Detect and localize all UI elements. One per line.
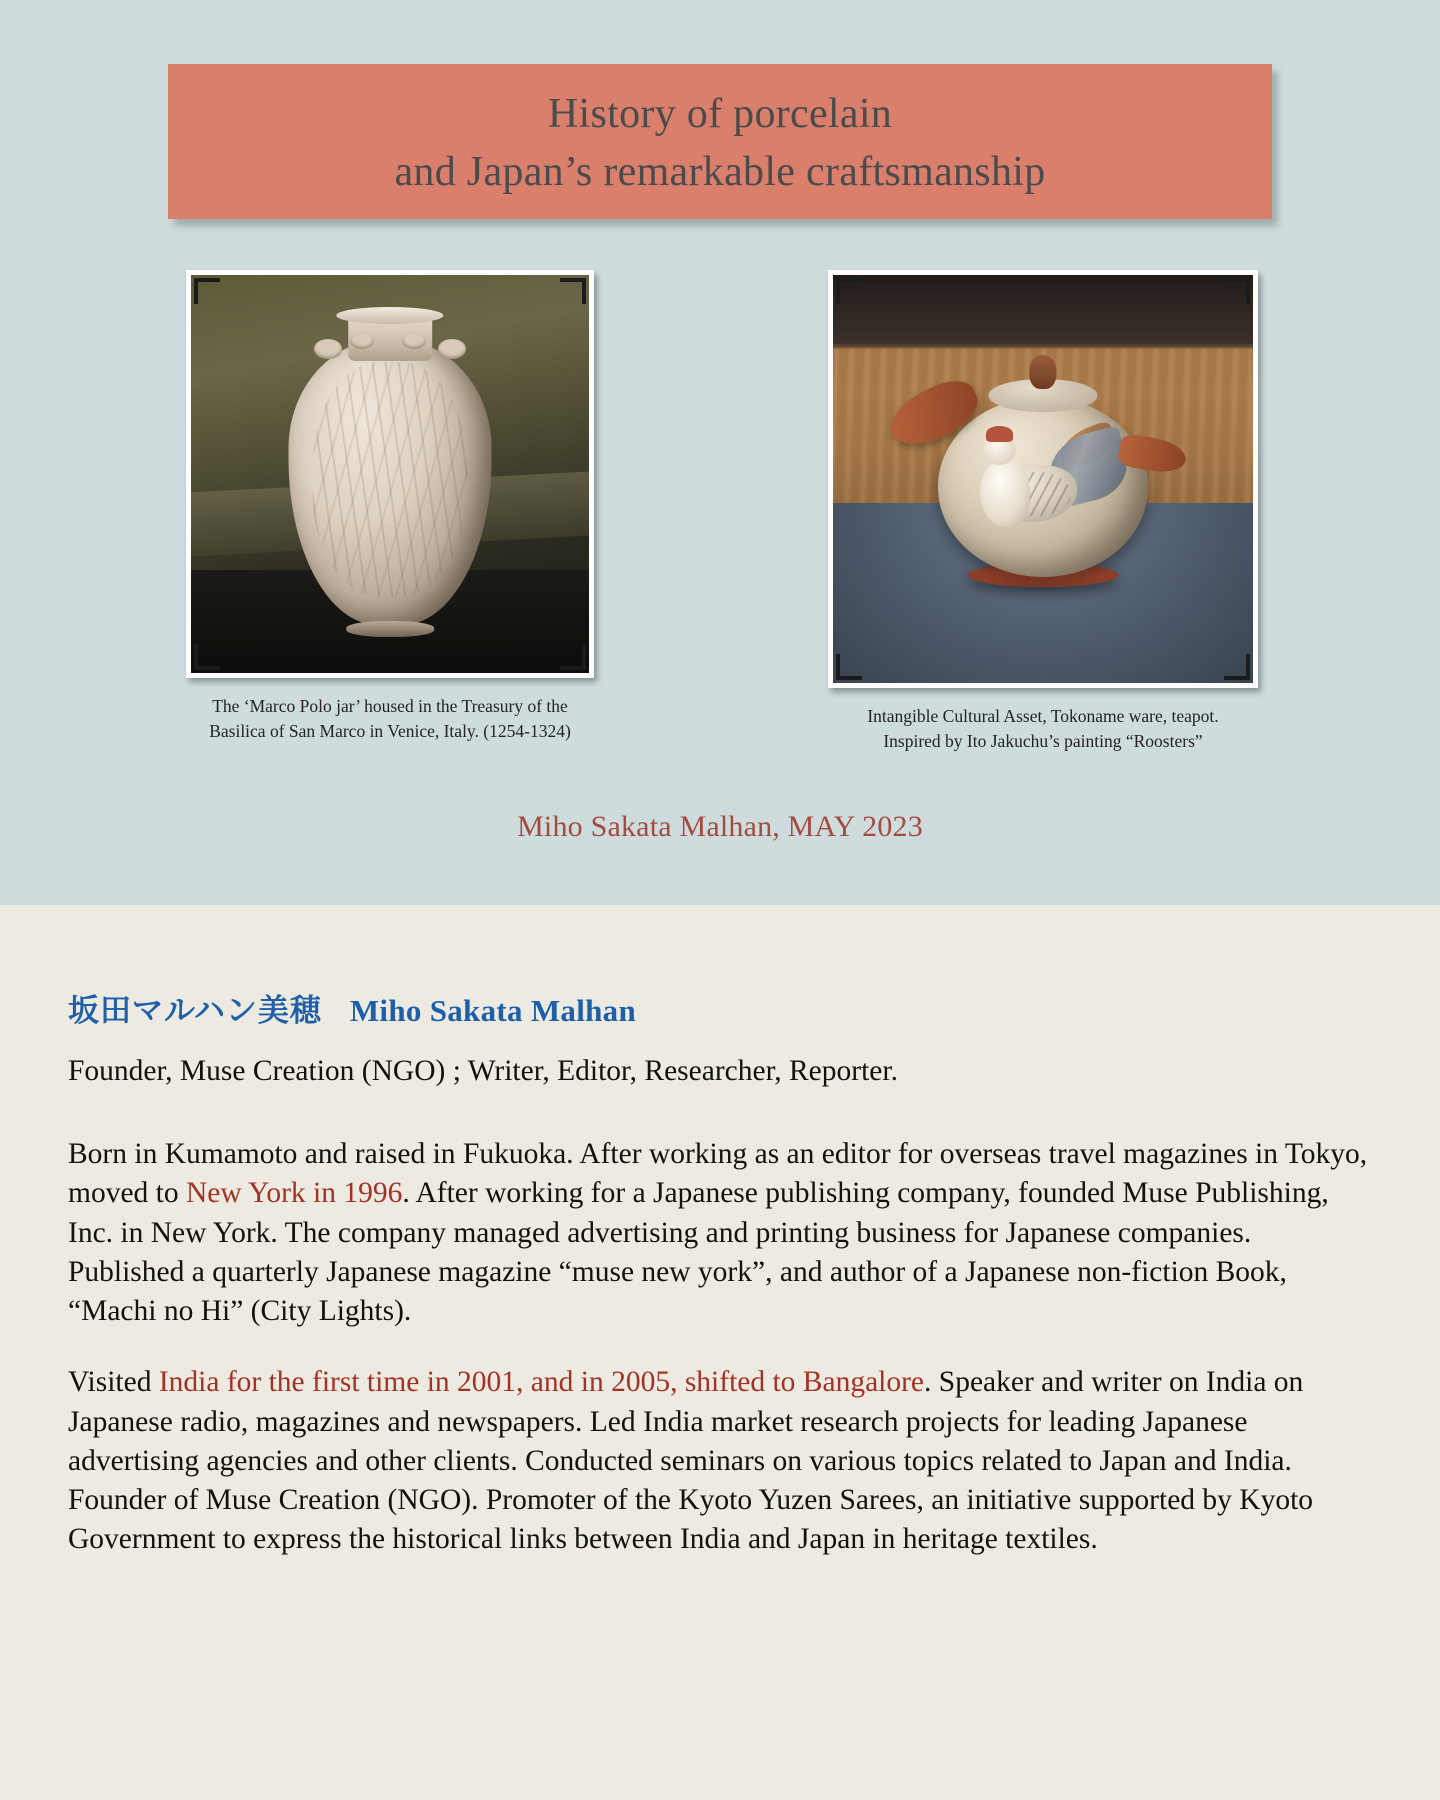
photo-corner-top-left-icon — [836, 278, 862, 304]
author-name-japanese: 坂田マルハン美穂 — [68, 993, 322, 1029]
rooster-painting — [972, 426, 1119, 555]
caption-marco-polo-jar — [186, 694, 594, 744]
teapot-photo-scene — [833, 275, 1253, 683]
tokoname-ware-teapot-image — [828, 270, 1258, 688]
bio-p2-part1: Visited — [68, 1366, 159, 1399]
photo-corner-bottom-right-icon — [560, 644, 586, 670]
author-name-english: Miho Sakata Malhan — [349, 993, 637, 1028]
photo-block-marco-polo-jar — [186, 270, 594, 744]
caption-tokoname-teapot — [828, 704, 1258, 754]
photo-corner-bottom-left-icon — [194, 644, 220, 670]
author-role-line: Founder, Muse Creation (NGO) ; Writer, Editor, Researcher, Reporter. — [68, 1055, 898, 1087]
teapot-body — [938, 397, 1148, 577]
jar-body — [289, 339, 492, 626]
author-bio-paragraph-2 — [68, 1363, 1372, 1559]
teapot-knob — [1029, 355, 1056, 390]
caption-line: Intangible Cultural Asset, Tokoname ware, teapot. — [867, 706, 1219, 726]
author-bio-paragraph-1 — [68, 1135, 1372, 1331]
jar-lip — [336, 307, 443, 324]
bio-p2-part2: . Speaker and writer on India on Japanese radio, magazines and newspapers. Led India market research projects for leading Japanese advertising agencies and other clients. Conducted seminars on various topics related to Japan and India. Founder of Muse Creation (NGO). Promoter of the Kyoto Yuzen Sarees, an initiative supported by Kyoto Government to express the historical links between India and Japan in heritage textiles. — [68, 1366, 1314, 1556]
photo-block-tokoname-teapot — [828, 270, 1258, 754]
jar-handle-left — [314, 339, 342, 359]
photo-corner-bottom-left-icon — [836, 654, 862, 680]
photo-corner-bottom-right-icon — [1224, 654, 1250, 680]
bio-p1-part1: Born in Kumamoto and raised in Fukuoka. After working as an editor for overseas travel magazines in Tokyo, moved to — [68, 1138, 1368, 1210]
teapot-background-band — [833, 275, 1253, 344]
jar-photo-scene — [191, 275, 589, 673]
bio-p1-part2: . After working for a Japanese publishing company, founded Muse Publishing, Inc. in New York. The company managed advertising and printing business for Japanese companies. Published a quarterly Japanese magazine “muse new york”, and author of a Japanese non-fiction Book, “Machi no Hi” (City Lights). — [68, 1177, 1329, 1328]
author-name-row — [68, 985, 1372, 1030]
slide-title-banner — [168, 64, 1272, 219]
rooster-breast — [980, 460, 1030, 527]
caption-line: Basilica of San Marco in Venice, Italy. (1254-1324) — [209, 720, 571, 741]
slide-title-line-1: History of porcelain — [547, 90, 893, 137]
jar-handle-center-left — [350, 333, 374, 349]
rooster-comb — [986, 426, 1012, 442]
photo-corner-top-right-icon — [1224, 278, 1250, 304]
photo-corner-top-left-icon — [194, 278, 220, 304]
jar-base — [346, 621, 434, 637]
author-bio-section — [0, 905, 1440, 1800]
slide-byline: Miho Sakata Malhan, MAY 2023 — [517, 810, 923, 843]
caption-line: The ‘Marco Polo jar’ housed in the Treasury of the — [212, 696, 568, 716]
slide-title-line-2: and Japan’s remarkable craftsmanship — [394, 148, 1046, 195]
bio-p2-highlight: India for the first time in 2001, and in 2005, shifted to Bangalore — [158, 1366, 925, 1399]
bio-p1-highlight: New York in 1996 — [186, 1177, 403, 1210]
caption-line: Inspired by Ito Jakuchu’s painting “Roosters” — [883, 730, 1203, 751]
photo-corner-top-right-icon — [560, 278, 586, 304]
jar-handle-center-right — [402, 333, 426, 349]
jar-handle-right — [438, 339, 466, 359]
marco-polo-jar-image — [186, 270, 594, 678]
